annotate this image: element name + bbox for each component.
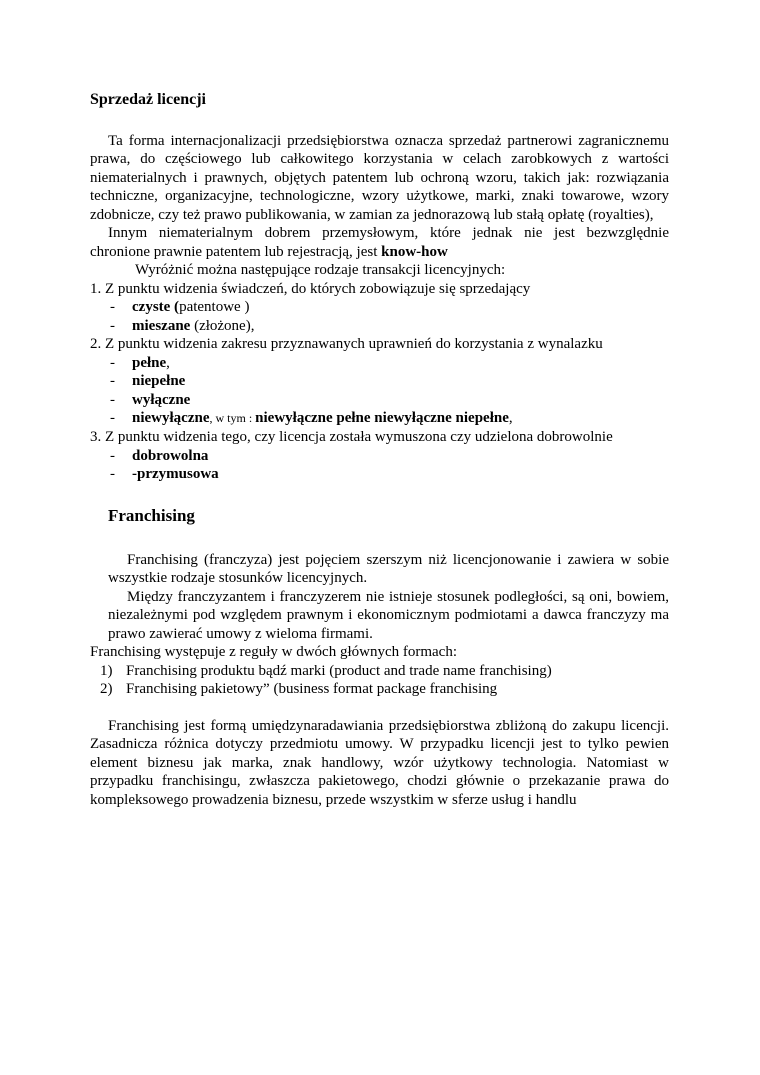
form-item-package [90,680,669,699]
form-number: 1) [100,662,113,679]
list-item-text: mieszane (złożone), [132,317,255,334]
list-item-text: dobrowolna [132,447,209,464]
list-item-text: niewyłączne, w tym : niewyłączne pełne niewyłączne niepełne, [132,410,513,427]
section-title-franchising: Franchising [108,505,195,525]
list-item-niepelne [90,372,669,391]
dash-bullet: - [110,317,115,334]
form-number: 2) [100,681,113,698]
form-item-product [90,662,669,681]
dash-bullet: - [110,299,115,316]
list-item-wylaczne [90,391,669,410]
line-rodzaje-transakcji: Wyróżnić można następujące rodzaje transakcji licencyjnych: [135,262,506,279]
dash-bullet: - [110,373,115,390]
list-item-text: wyłączne [132,391,191,408]
dash-bullet: - [110,354,115,371]
line-franchising-forms: Franchising występuje z reguły w dwóch głównych formach: [90,644,457,661]
list-item-mieszane [90,317,669,336]
section-title-sprzedaz-licencji: Sprzedaż licencji [90,91,206,108]
list-item-czyste [90,298,669,317]
list-item-dobrowolna [90,447,669,466]
numbered-item-1: 1. Z punktu widzenia świadczeń, do których zobowiązuje się sprzedający [90,280,531,297]
dash-bullet: - [110,466,115,483]
paragraph-franchising-relations: Między franczyzantem i franczyzerem nie istnieje stosunek podległości, są oni, bowiem, niezależnymi pod względem prawnym i ekonomicznym podmiotami a dawca franczyzy ma prawo zawierać umowy z wieloma firmami. [108,588,669,642]
list-item-niewylaczne [90,409,669,428]
list-item-text: pełne, [132,354,170,371]
numbered-item-3: 3. Z punktu widzenia tego, czy licencja została wymuszona czy udzielona dobrowolnie [90,429,613,445]
list-item-text: -przymusowa [132,466,219,483]
paragraph-license-intro: Ta forma internacjonalizacji przedsiębiorstwa oznacza sprzedaż partnerowi zagranicznemu prawa, do częściowego lub całkowitego korzystania w celach zarobkowych z wartości niematerialnych i prawnych, objętych patentem lub ochroną wzoru, takich jak: rozwiązania techniczne, organizacyjne, technologiczne, wzory użytkowe, marki, znaki towarowe, wzory zdobnicze, czy też prawo publikowania, w zamian za jednorazową lub stałą opłatę (royalties), [90,132,669,223]
form-text: Franchising produktu bądź marki (product and trade name franchising) [126,662,552,679]
list-item-pelne [90,354,669,373]
dash-bullet: - [110,391,115,408]
list-item-text: czyste (patentowe ) [132,299,250,316]
list-item-text: niepełne [132,373,186,390]
numbered-item-2: 2. Z punktu widzenia zakresu przyznawanych uprawnień do korzystania z wynalazku [90,336,603,353]
paragraph-know-how: Innym niematerialnym dobrem przemysłowym, które jednak nie jest bezwzględnie chronione prawnie patentem lub rejestracją, jest know-how [90,225,669,260]
paragraph-franchising-vs-license: Franchising jest formą umiędzynaradawiania przedsiębiorstwa zbliżoną do zakupu licencji. Zasadnicza różnica dotyczy przedmiotu umowy. W przypadku licencji jest to tylko pewien element biznesu jak marka, znak handlowy, wzór użytkowy technologia. Natomiast w przypadku franchisingu, zwłaszcza pakietowego, chodzi głównie o przekazanie prawa do kompleksowego prowadzenia biznesu, przede wszystkim w sferze usług i handlu [90,717,669,808]
form-text: Franchising pakietowy” (business format package franchising [126,681,498,698]
dash-bullet: - [110,447,115,464]
list-item-przymusowa [90,465,669,484]
paragraph-franchising-definition: Franchising (franczyza) jest pojęciem szerszym niż licencjonowanie i zawiera w sobie wszystkie rodzaje stosunków licencyjnych. [108,551,669,587]
dash-bullet: - [110,410,115,427]
